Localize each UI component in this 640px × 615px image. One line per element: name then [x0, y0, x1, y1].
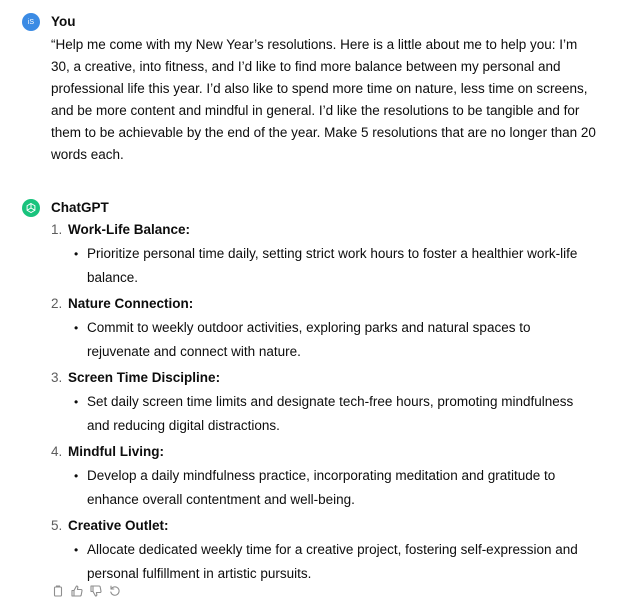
- list-item-detail-text: Set daily screen time limits and designate tech-free hours, promoting mindfulness and reducing digital distractions.: [87, 394, 574, 433]
- user-avatar: [22, 13, 40, 31]
- list-item-number: 3.: [51, 370, 63, 385]
- list-item-number: 5.: [51, 518, 63, 533]
- openai-logo-icon: [22, 199, 40, 217]
- message-actions: [51, 584, 122, 598]
- bullet-icon: •: [74, 321, 79, 335]
- bullet-icon: •: [74, 469, 79, 483]
- list-item-number: 2.: [51, 296, 63, 311]
- thumbs-down-button[interactable]: [89, 584, 103, 598]
- bullet-icon: •: [74, 543, 79, 557]
- list-item-number: 1.: [51, 222, 63, 237]
- list-item: [51, 515, 611, 586]
- copy-button[interactable]: [51, 584, 65, 598]
- copy-icon: [52, 585, 64, 597]
- list-item-detail: [74, 463, 582, 512]
- list-item-detail: [74, 315, 582, 364]
- list-item: [51, 441, 611, 512]
- list-item-detail-text: Prioritize personal time daily, setting strict work hours to foster a healthier work-life balance.: [87, 246, 578, 285]
- regenerate-icon: [109, 585, 121, 597]
- list-item: [51, 293, 611, 364]
- list-item-detail: [74, 389, 582, 438]
- resolution-list: [51, 219, 611, 589]
- list-item-detail-text: Allocate dedicated weekly time for a creative project, fostering self-expression and personal fulfillment in artistic pursuits.: [87, 542, 578, 581]
- list-item-title: Mindful Living:: [68, 444, 164, 459]
- list-item-title: Creative Outlet:: [68, 518, 169, 533]
- list-item: [51, 219, 611, 290]
- thumbs-up-button[interactable]: [70, 584, 84, 598]
- list-item-title: Work-Life Balance:: [68, 222, 191, 237]
- user-author-name: You: [51, 14, 76, 29]
- bullet-icon: •: [74, 395, 79, 409]
- list-item-detail: [74, 241, 582, 290]
- regenerate-button[interactable]: [108, 584, 122, 598]
- list-item-detail: [74, 537, 582, 586]
- assistant-author-name: ChatGPT: [51, 200, 109, 215]
- list-item-title: Screen Time Discipline:: [68, 370, 221, 385]
- bullet-icon: •: [74, 247, 79, 261]
- list-item-detail-text: Develop a daily mindfulness practice, incorporating meditation and gratitude to enhance overall contentment and well-being.: [87, 468, 556, 507]
- list-item-title: Nature Connection:: [68, 296, 194, 311]
- thumbs-down-icon: [90, 585, 102, 597]
- list-item-number: 4.: [51, 444, 63, 459]
- user-avatar-initials: iS: [27, 18, 35, 26]
- user-message-text: “Help me come with my New Year’s resolutions. Here is a little about me to help you: I’m 30, a creative, into fitness, and I’d like to find more balance between my personal and professional life this year. I’d also like to spend more time on nature, less time on screens, and be more content and mindful in general. I’d like the resolutions to be tangible and for them to be achievable by the end of the year. Make 5 resolutions that are no longer than 20 words each.: [51, 37, 596, 162]
- list-item-detail-text: Commit to weekly outdoor activities, exploring parks and natural spaces to rejuvenate and connect with nature.: [87, 320, 531, 359]
- thumbs-up-icon: [71, 585, 83, 597]
- list-item: [51, 367, 611, 438]
